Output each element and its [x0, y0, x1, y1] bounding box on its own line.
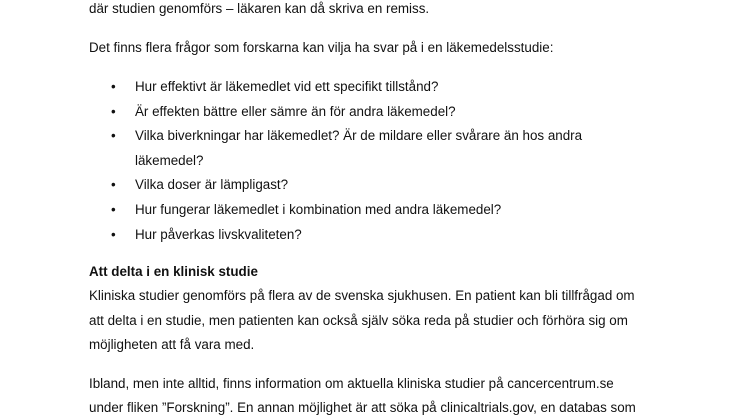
- list-item-text: Vilka doser är lämpligast?: [135, 177, 289, 193]
- bullet-icon: •: [111, 128, 116, 144]
- section-paragraph-line: möjligheten att få vara med.: [89, 337, 255, 352]
- list-item-text-continued: läkemedel?: [135, 152, 204, 168]
- list-item: [89, 223, 649, 248]
- list-item: [89, 198, 649, 223]
- list-item: [89, 100, 649, 125]
- section-paragraph-line: Kliniska studier genomförs på flera av de svenska sjukhusen. En patient kan bli tillfrågad om: [89, 288, 635, 303]
- bullet-icon: •: [111, 79, 116, 94]
- list-item-text: Är effekten bättre eller sämre än för andra läkemedel?: [135, 103, 456, 119]
- bullet-icon: •: [111, 226, 116, 242]
- bullet-icon: •: [111, 177, 116, 193]
- bullet-icon: •: [111, 103, 116, 119]
- list-item: [89, 173, 649, 198]
- list-item: [89, 75, 649, 100]
- info-paragraph-line: under fliken ”Forskning”. En annan möjlighet är att söka på clinicaltrials.gov, en databas som: [89, 400, 636, 415]
- list-item-text: Hur fungerar läkemedlet i kombination med andra läkemedel?: [135, 201, 502, 217]
- list-item-text: Vilka biverkningar har läkemedlet? Är de mildare eller svårare än hos andra: [135, 128, 583, 144]
- questions-list: [89, 75, 649, 247]
- list-item-text: Hur effektivt är läkemedlet vid ett specifikt tillstånd?: [135, 79, 439, 94]
- questions-intro-text: Det finns flera frågor som forskarna kan vilja ha svar på i en läkemedelsstudie:: [89, 40, 554, 55]
- info-paragraph-line: Ibland, men inte alltid, finns information om aktuella kliniska studier på cancercentrum.se: [89, 376, 614, 391]
- list-item: [89, 124, 649, 173]
- section-heading: Att delta i en klinisk studie: [89, 264, 258, 279]
- bullet-icon: •: [111, 201, 116, 217]
- list-item-text: Hur påverkas livskvaliteten?: [135, 226, 302, 242]
- intro-tail-text: där studien genomförs – läkaren kan då skriva en remiss.: [89, 1, 430, 16]
- section-paragraph-line: att delta i en studie, men patienten kan också själv söka reda på studier och förhöra sig om: [89, 313, 628, 328]
